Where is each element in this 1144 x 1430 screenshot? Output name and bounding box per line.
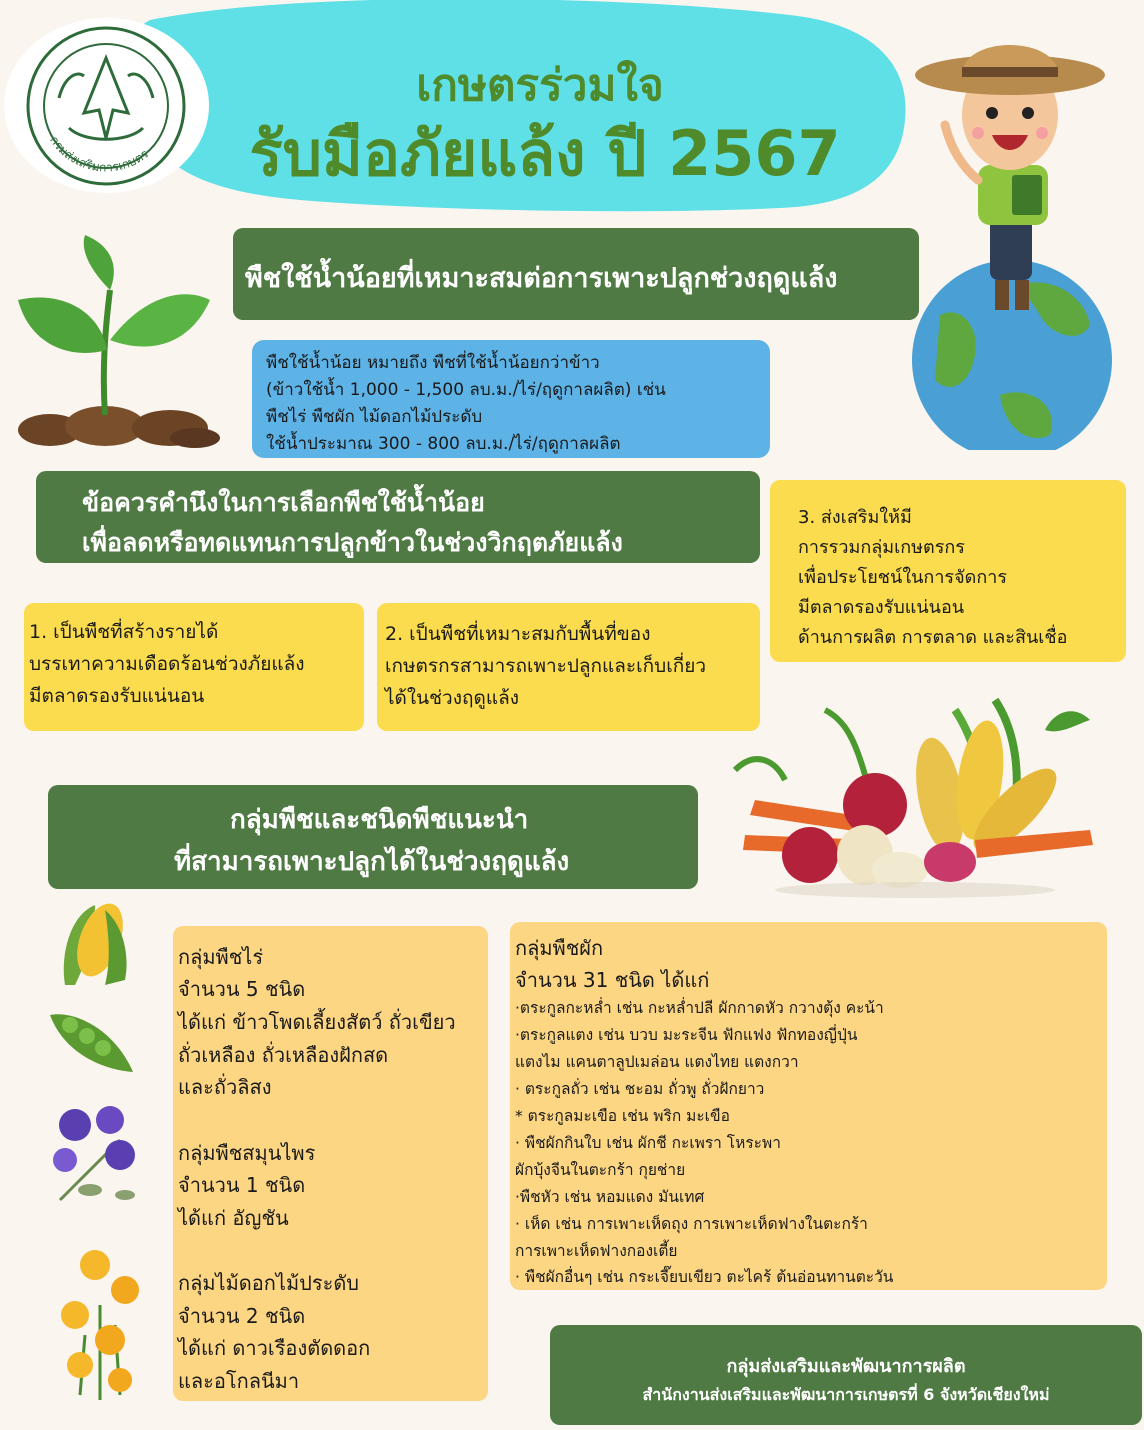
footer-line2: สำนักงานส่งเสริมและพัฒนาการเกษตรที่ 6 จังหวัดเชียงใหม่ — [642, 1385, 1050, 1404]
seal-ring-text: กรมส่งเสริมการเกษตร — [46, 133, 152, 175]
vegetable-item: * ตระกูลมะเขือ เช่น พริก มะเขือ — [515, 1107, 730, 1125]
vegetable-item: · ตระกูลถั่ว เช่น ชะอม ถั่วพู ถั่วฝักยาว — [515, 1080, 765, 1098]
field-crops-line: ได้แก่ ข้าวโพดเลี้ยงสัตว์ ถั่วเขียว — [178, 1010, 456, 1034]
point-3-line: ด้านการผลิต การตลาด และสินเชื่อ — [798, 627, 1068, 648]
point-card-3 — [770, 480, 1126, 662]
definition-line: พืชไร่ พืชผัก ไม้ดอกไม้ประดับ — [266, 407, 483, 427]
marigold-flower-icon — [55, 1245, 145, 1405]
ornamental-crops-line: และอโกลนีมา — [178, 1369, 300, 1393]
ornamental-crops-line: จำนวน 2 ชนิด — [178, 1304, 306, 1328]
vegetables-pile-icon — [715, 690, 1115, 900]
vegetable-item: ·ตระกูลแตง เช่น บวบ มะระจีน ฟักแฟง ฟักทองญี่ปุ่น — [515, 1026, 858, 1044]
vegetable-item: ·ตระกูลกะหล่ำ เช่น กะหล่ำปลี ผักกาดหัว กวางตุ้ง คะน้า — [515, 999, 884, 1017]
herb-crops-line: กลุ่มพืชสมุนไพร — [178, 1141, 316, 1165]
point-1-line: บรรเทาความเดือดร้อนช่วงภัยแล้ง — [29, 653, 305, 675]
banner-recommended-groups — [48, 785, 698, 889]
definition-box — [252, 340, 770, 458]
definition-line: ใช้น้ำประมาณ 300 - 800 ลบ.ม./ไร่/ฤดูกาลผลิต — [266, 434, 621, 454]
crop-groups-card — [173, 926, 488, 1401]
vegetable-group-card — [510, 922, 1107, 1290]
vegetable-item: · พืชผักอื่นๆ เช่น กระเจี๊ยบเขียว ตะไคร้ ต้นอ่อนทานตะวัน — [515, 1268, 894, 1286]
footer-office-banner — [550, 1325, 1142, 1425]
vegetable-item: การเพาะเห็ดฟางกองเตี้ย — [515, 1242, 678, 1260]
field-crops-line: และถั่วลิสง — [178, 1075, 272, 1099]
corn-icon — [55, 895, 135, 990]
title-line2: รับมือภัยแล้ง ปี 2567 — [249, 117, 841, 190]
green-pea-pod-icon — [45, 1000, 140, 1080]
banner-low-water-crops — [233, 228, 919, 320]
point-3-line: การรวมกลุ่มเกษตรกร — [798, 537, 965, 558]
herb-crops-line: จำนวน 1 ชนิด — [178, 1173, 306, 1197]
vegetable-item: แตงไม แคนตาลูปเมล่อน แตงไทย แตงกวา — [515, 1053, 799, 1071]
point-3-line: 3. ส่งเสริมให้มี — [798, 507, 912, 528]
department-seal-icon — [4, 18, 209, 193]
banner-considerations-line1: ข้อควรคำนึงในการเลือกพืชใช้น้ำน้อย — [82, 488, 485, 517]
banner-considerations-line2: เพื่อลดหรือทดแทนการปลูกข้าวในช่วงวิกฤตภัยแล้ง — [82, 528, 623, 557]
point-1-line: 1. เป็นพืชที่สร้างรายได้ — [29, 621, 219, 643]
field-crops-line: กลุ่มพืชไร่ — [178, 945, 264, 969]
banner-low-water-crops-text: พืชใช้น้ำน้อยที่เหมาะสมต่อการเพาะปลูกช่วงฤดูแล้ง — [245, 263, 838, 294]
butterfly-pea-flower-icon — [40, 1100, 145, 1210]
seedling-icon — [10, 230, 225, 455]
title-line1: เกษตรร่วมใจ — [416, 60, 664, 111]
vegetable-heading: จำนวน 31 ชนิด ได้แก่ — [515, 968, 710, 992]
herb-crops-line: ได้แก่ อัญชัน — [178, 1206, 289, 1230]
definition-line: พืชใช้น้ำน้อย หมายถึง พืชที่ใช้น้ำน้อยกว่าข้าว — [266, 353, 600, 373]
vegetable-item: · เห็ด เช่น การเพาะเห็ดถุง การเพาะเห็ดฟางในตะกร้า — [515, 1215, 868, 1233]
point-2-line: เกษตรกรสามารถเพาะปลูกและเก็บเกี่ยว — [385, 655, 706, 677]
vegetable-heading: กลุ่มพืชผัก — [515, 936, 604, 960]
ornamental-crops-line: ได้แก่ ดาวเรืองตัดดอก — [178, 1336, 371, 1360]
vegetable-item: · พืชผักกินใบ เช่น ผักชี กะเพรา โหระพา — [515, 1134, 781, 1152]
definition-line: (ข้าวใช้น้ำ 1,000 - 1,500 ลบ.ม./ไร่/ฤดูกาลผลิต) เช่น — [266, 380, 666, 400]
point-3-line: เพื่อประโยชน์ในการจัดการ — [798, 567, 1008, 588]
footer-line1: กลุ่มส่งเสริมและพัฒนาการผลิต — [726, 1356, 966, 1377]
banner-recommended-line1: กลุ่มพืชและชนิดพืชแนะนำ — [230, 805, 529, 835]
point-1-line: มีตลาดรองรับแน่นอน — [29, 685, 205, 707]
point-2-line: 2. เป็นพืชที่เหมาะสมกับพื้นที่ของ — [385, 623, 651, 645]
field-crops-line: ถั่วเหลือง ถั่วเหลืองฝักสด — [178, 1043, 389, 1067]
vegetable-item: ผักบุ้งจีนในตะกร้า กุยช่าย — [515, 1161, 686, 1179]
point-card-2 — [377, 603, 760, 731]
banner-recommended-line2: ที่สามารถเพาะปลูกได้ในช่วงฤดูแล้ง — [174, 847, 570, 877]
ornamental-crops-line: กลุ่มไม้ดอกไม้ประดับ — [178, 1271, 360, 1295]
vegetable-item: ·พืชหัว เช่น หอมแดง มันเทศ — [515, 1188, 705, 1206]
field-crops-line: จำนวน 5 ชนิด — [178, 977, 306, 1001]
farmer-on-globe-icon — [900, 15, 1120, 450]
point-2-line: ได้ในช่วงฤดูแล้ง — [385, 687, 520, 709]
point-card-1 — [24, 603, 364, 731]
point-3-line: มีตลาดรองรับแน่นอน — [798, 597, 965, 618]
banner-considerations — [36, 471, 760, 563]
